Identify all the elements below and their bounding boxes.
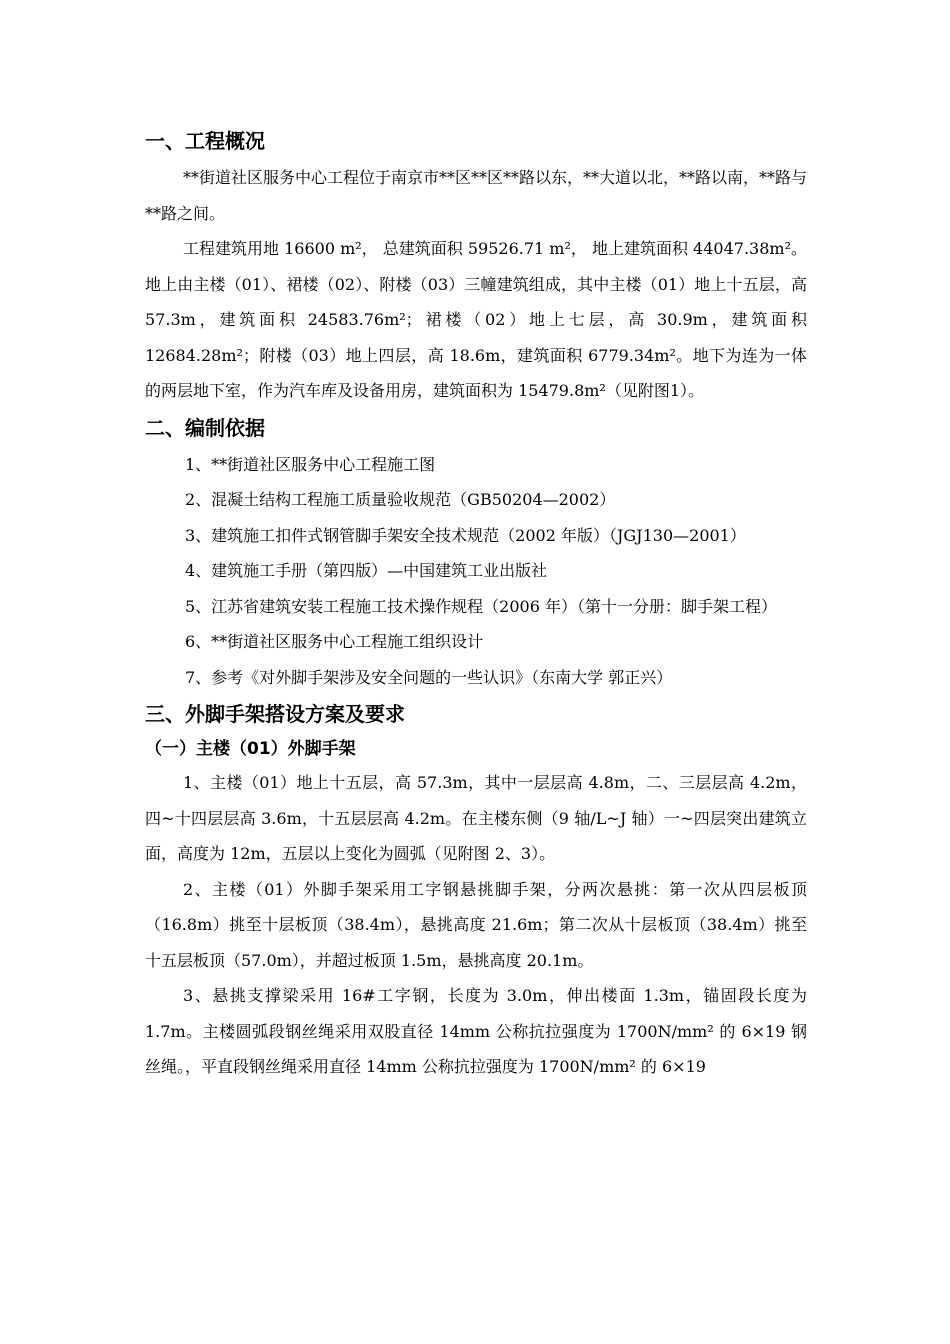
reference-item-2: 2、混凝土结构工程施工质量验收规范（GB50204—2002）: [185, 490, 616, 509]
subsection-1-heading: （一）主楼（01）外脚手架: [145, 739, 356, 759]
reference-item-5: 5、江苏省建筑安装工程施工技术操作规程（2006 年）（第十一分册：脚手架工程）: [185, 596, 777, 616]
reference-item-7: 7、参考《对外脚手架涉及安全问题的一些认识》（东南大学 郭正兴）: [185, 667, 673, 687]
reference-item-1: 1、**街道社区服务中心工程施工图: [185, 454, 436, 474]
section-3-paragraph-2: 2、主楼（01）外脚手架采用工字钢悬挑脚手架，分两次悬挑：第一次从四层板顶（16.8m）挑至十层板顶（38.4m），悬挑高度 21.6m；第二次从十层板顶（38.4m）挑至十五层板顶（57.0m），并超过板顶 1.5m，悬挑高度 20.1m。: [145, 879, 807, 970]
reference-item-6: 6、**街道社区服务中心工程施工组织设计: [185, 632, 484, 651]
document-content: [145, 122, 807, 1085]
section-3-heading: 三、外脚手架搭设方案及要求: [145, 702, 405, 726]
section-1-paragraph-1: **街道社区服务中心工程位于南京市**区**区**路以东，**大道以北，**路以南，**路与**路之间。: [145, 168, 808, 223]
section-2-heading: 二、编制依据: [145, 415, 265, 440]
reference-item-3: 3、建筑施工扣件式钢管脚手架安全技术规范（2002 年版）（JGJ130—2001）: [185, 525, 746, 545]
section-1-heading: 一、工程概况: [145, 129, 265, 153]
section-3-paragraph-3: 3、悬挑支撑梁采用 16#工字钢，长度为 3.0m，伸出楼面 1.3m，锚固段长度为 1.7m。主楼圆弧段钢丝绳采用双股直径 14mm 公称抗拉强度为 1700N/mm² 的 6×19 钢丝绳。，平直段钢丝绳采用直径 14mm 公称抗拉强度为 1700N/mm² 的 6×19: [145, 986, 807, 1076]
section-3-paragraph-1: 1、主楼（01）地上十五层，高 57.3m，其中一层层高 4.8m，二、三层层高 4.2m，四~十四层层高 3.6m，十五层层高 4.2m。在主楼东侧（9 轴/L~J 轴）一~四层突出建筑立面，高度为 12m，五层以上变化为圆弧（见附图 2、3）。: [145, 773, 807, 863]
section-1-paragraph-2: 工程建筑用地 16600 m²， 总建筑面积 59526.71 m²， 地上建筑面积 44047.38m²。地上由主楼（01）、裙楼（02）、附楼（03）三幢建筑组成，其中主楼（01）地上十五层，高 57.3m，建筑面积 24583.76m²；裙楼（02）地上七层，高 30.9m，建筑面积 12684.28m²；附楼（03）地上四层，高 18.6m，建筑面积 6779.34m²。地下为连为一体的两层地下室，作为汽车库及设备用房，建筑面积为 15479.8m²（见附图1）。: [145, 239, 807, 400]
reference-item-4: 4、建筑施工手册（第四版）—中国建筑工业出版社: [185, 561, 548, 580]
